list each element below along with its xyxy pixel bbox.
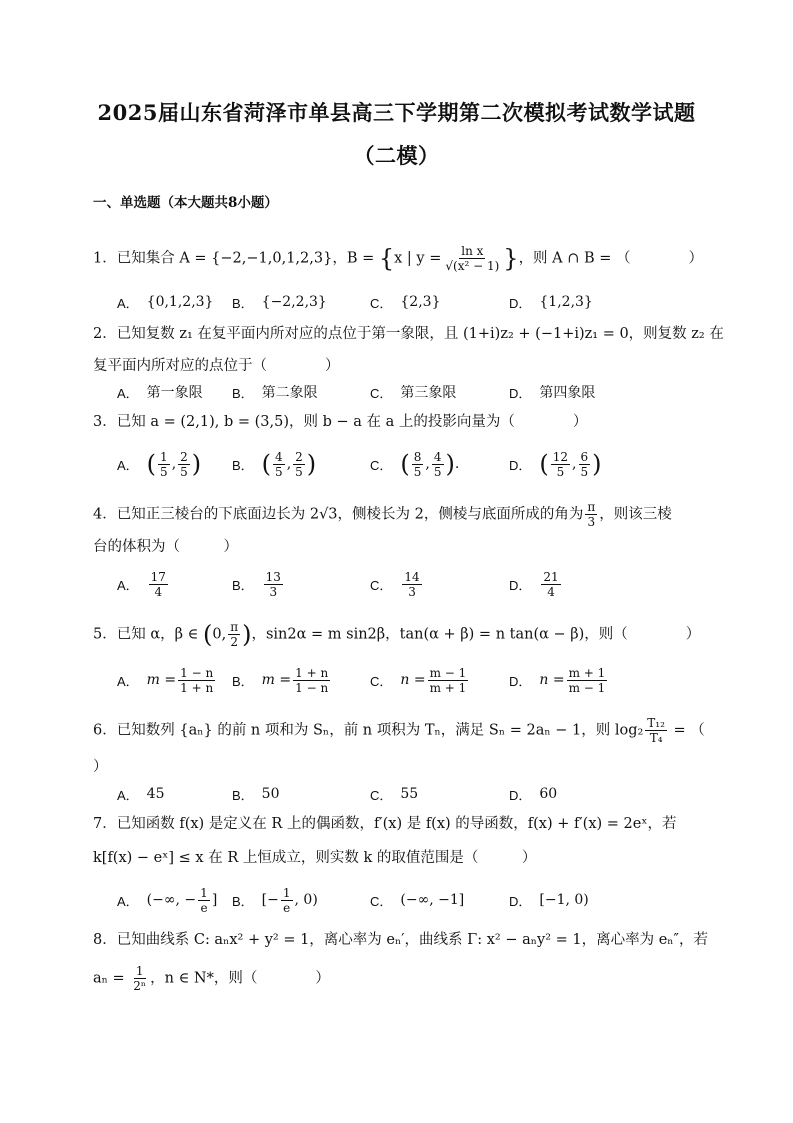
option-post: , 0) <box>294 892 318 908</box>
fraction <box>178 666 215 695</box>
question-text: 已知函数 f(x) 是定义在 R 上的偶函数，f′(x) 是 f(x) 的导函数，f(x) + f′(x) = 2eˣ，若 <box>116 816 677 832</box>
option-label: D． <box>509 787 532 803</box>
option-label: C． <box>370 295 393 311</box>
fraction-denominator: m + 1 <box>429 680 467 695</box>
option-text: (−∞, −1] <box>400 892 465 908</box>
question-text: aₙ = <box>93 970 130 987</box>
option-d[interactable]: D． ( $\frac{12}{5}$ , $\frac{6}{5}$ ) <box>509 449 602 479</box>
section-heading: 一、单选题（本大题共8小题） <box>93 195 278 211</box>
option-label: D． <box>509 893 532 909</box>
option-label: A． <box>117 893 139 909</box>
question-number: 6． <box>93 722 117 739</box>
option-label: C． <box>370 893 393 909</box>
fraction-denominator: 2ⁿ <box>133 979 147 993</box>
question-number: 4． <box>93 506 117 523</box>
fraction-denominator: 3 <box>408 584 416 599</box>
question-number: 8． <box>93 932 117 948</box>
fraction-denominator: 5 <box>556 464 565 479</box>
option-text: 50 <box>261 786 280 802</box>
fraction-numerator: 12 <box>552 449 569 464</box>
fraction-numerator: 14 <box>404 569 420 584</box>
option-label: B． <box>232 385 254 401</box>
fraction-denominator: 5 <box>433 464 442 479</box>
question-text: 已知 α，β ∈ <box>116 626 203 643</box>
question-5: 5．已知 α，β ∈ (0, $\frac{\pi}{2}$ )，sin2α = m sin2β，tan(α + β) = n tan(α − β)，则（ ） <box>93 620 701 649</box>
question-4-line-2: 台的体积为（ ） <box>93 539 238 555</box>
option-b[interactable] <box>232 665 332 695</box>
option-label: A． <box>117 295 139 311</box>
option-b[interactable] <box>232 377 318 407</box>
option-label: D． <box>509 457 532 473</box>
question-number: 2． <box>93 326 117 342</box>
option-c[interactable] <box>370 885 464 915</box>
option-post: ] <box>211 892 218 908</box>
option-label: B． <box>232 457 254 473</box>
option-a[interactable]: A． ( $\frac{1}{5}$ , $\frac{2}{5}$ ) <box>117 449 202 479</box>
question-text: = （ <box>668 722 705 739</box>
option-b[interactable] <box>232 287 327 317</box>
option-label: B． <box>232 893 254 909</box>
options-row <box>0 569 793 599</box>
question-number: 3． <box>93 414 117 430</box>
option-label: C． <box>370 673 393 689</box>
question-text: 已知曲线系 C: aₙx² + y² = 1，离心率为 eₙ′，曲线系 Γ: x² − aₙy² = 1，离心率为 eₙ″，若 <box>116 932 708 948</box>
fraction <box>264 570 283 599</box>
paren-left: ( <box>202 620 213 649</box>
fraction <box>228 620 240 649</box>
option-a[interactable] <box>117 779 165 809</box>
question-7 <box>93 812 713 836</box>
option-a[interactable] <box>117 569 170 599</box>
question-8-line-2 <box>93 964 330 993</box>
fraction-numerator: 21 <box>543 569 559 584</box>
fraction-numerator: T₁₂ <box>647 716 665 730</box>
fraction-denominator: e <box>200 900 208 915</box>
question-8 <box>93 928 713 952</box>
fraction <box>198 886 210 915</box>
question-text: 已知 a = (2,1), b = (3,5)，则 b − a 在 a 上的投影向量为（ ） <box>116 414 588 430</box>
fraction-denominator: 5 <box>580 464 589 479</box>
option-label: B． <box>232 787 254 803</box>
option-text: 55 <box>400 786 419 802</box>
fraction <box>149 570 168 599</box>
question-text: 已知数列 {aₙ} 的前 n 项和为 Sₙ，前 n 项积为 Tₙ，满足 Sₙ = 2aₙ − 1，则 log₂ <box>116 722 644 739</box>
option-d[interactable] <box>509 377 595 407</box>
fraction-numerator: 2 <box>180 449 188 464</box>
fraction <box>412 450 424 479</box>
fraction <box>131 964 148 993</box>
options-row <box>0 885 793 915</box>
fraction-numerator: 8 <box>413 449 422 464</box>
paren-right: ) <box>445 450 455 478</box>
question-text: ，则该三棱 <box>599 506 672 523</box>
brace-left: { <box>378 244 395 273</box>
fraction-numerator: π <box>587 500 596 514</box>
option-a[interactable] <box>117 377 203 407</box>
paren-right: ) <box>242 620 252 649</box>
option-label: D． <box>509 577 532 593</box>
paren-left: ( <box>261 450 272 478</box>
option-label: C． <box>370 385 393 401</box>
fraction-denominator: 4 <box>547 584 555 599</box>
option-label: C． <box>370 577 393 593</box>
option-lhs: n = <box>400 672 426 688</box>
fraction <box>158 450 170 479</box>
fraction-denominator: 1 − n <box>295 680 329 695</box>
option-c[interactable] <box>370 665 470 695</box>
fraction <box>432 450 444 479</box>
option-d[interactable] <box>509 779 557 809</box>
option-label: A． <box>117 385 139 401</box>
option-label: B． <box>232 673 254 689</box>
question-6 <box>93 716 713 745</box>
brace-right: } <box>503 244 519 273</box>
fraction <box>273 450 285 479</box>
fraction <box>428 666 469 695</box>
option-text: {2,3} <box>400 294 441 310</box>
options-row <box>0 287 793 317</box>
option-label: C． <box>370 457 393 473</box>
fraction <box>645 716 667 745</box>
option-c[interactable] <box>370 779 418 809</box>
question-text: 已知复数 z₁ 在复平面内所对应的点位于第一象限，且 (1+i)z₂ + (−1+i)z₁ = 0，则复数 z₂ 在 <box>116 326 724 342</box>
option-text: 第四象限 <box>539 385 596 401</box>
option-label: D． <box>509 673 532 689</box>
question-3 <box>93 410 713 434</box>
fraction-denominator: 3 <box>269 584 278 599</box>
question-text: 已知正三棱台的下底面边长为 2√3，侧棱长为 2，侧棱与底面所成的角为 <box>116 506 584 523</box>
option-label: A． <box>117 673 139 689</box>
fraction <box>293 666 330 695</box>
option-label: B． <box>232 295 254 311</box>
fraction-numerator: 4 <box>433 449 442 464</box>
question-number: 7． <box>93 816 117 832</box>
question-1 <box>93 244 713 273</box>
fraction-numerator: m + 1 <box>568 665 606 680</box>
option-text: {0,1,2,3} <box>146 294 214 310</box>
question-text: ，n ∈ N*，则（ ） <box>150 970 330 987</box>
option-text: 60 <box>539 786 558 802</box>
question-4 <box>93 500 713 529</box>
fraction-denominator: 5 <box>180 464 188 479</box>
option-label: D． <box>509 385 532 401</box>
fraction-numerator: 2 <box>295 449 303 464</box>
fraction-denominator: 5 <box>275 464 283 479</box>
option-text: {1,2,3} <box>539 294 593 310</box>
option-b[interactable]: B． ( $\frac{4}{5}$ , $\frac{2}{5}$ ) <box>232 449 317 479</box>
fraction-numerator: π <box>230 620 239 634</box>
options-row <box>0 449 793 479</box>
options-row <box>0 665 793 695</box>
fraction <box>402 570 421 599</box>
fraction-numerator: 13 <box>265 569 281 584</box>
option-d[interactable] <box>509 885 589 915</box>
question-text: 已知集合 A = {−2,−1,0,1,2,3}，B = <box>116 250 379 267</box>
options-row <box>0 779 793 809</box>
option-lhs: m = <box>146 672 177 688</box>
question-2-line-2: 复平面内所对应的点位于（ ） <box>93 358 340 374</box>
option-label: B． <box>232 577 254 593</box>
option-d[interactable] <box>509 287 593 317</box>
fraction-numerator: m − 1 <box>429 665 467 680</box>
fraction-denominator: 1 + n <box>180 680 214 695</box>
fraction-numerator: 4 <box>275 449 283 464</box>
option-pre: (−∞, − <box>146 892 197 908</box>
option-label: A． <box>117 787 139 803</box>
option-d[interactable] <box>509 665 609 695</box>
paren-right: ) <box>592 450 602 478</box>
fraction <box>551 450 570 479</box>
question-text: ，则 A ∩ B = （ ） <box>518 250 704 267</box>
paren-left: ( <box>146 450 157 478</box>
fraction <box>579 450 591 479</box>
paren-left: ( <box>539 450 549 478</box>
option-label: D． <box>509 295 532 311</box>
question-6-line-2: ） <box>93 759 108 775</box>
option-c[interactable] <box>370 569 424 599</box>
option-lhs: n = <box>539 672 565 688</box>
paren-right: ) <box>191 450 202 478</box>
fraction-denominator: 5 <box>160 464 168 479</box>
fraction-denominator: T₄ <box>649 731 663 745</box>
option-label: A． <box>117 577 139 593</box>
fraction-numerator: 1 <box>135 964 144 978</box>
fraction-denominator: 5 <box>295 464 303 479</box>
option-a[interactable] <box>117 885 217 915</box>
fraction-denominator: 2 <box>230 635 238 649</box>
exam-subtitle: （二模） <box>353 143 440 168</box>
option-lhs: m = <box>261 672 292 688</box>
fraction <box>293 450 305 479</box>
fraction <box>585 500 597 529</box>
fraction-numerator: 1 <box>282 885 291 900</box>
option-label: C． <box>370 787 393 803</box>
option-c[interactable] <box>370 377 456 407</box>
fraction-denominator: 5 <box>413 464 422 479</box>
option-c[interactable] <box>370 287 440 317</box>
option-text: 第一象限 <box>146 385 203 401</box>
question-2 <box>93 322 724 346</box>
fraction-denominator: e <box>283 900 291 915</box>
fraction <box>443 244 501 273</box>
question-number: 5． <box>93 626 117 643</box>
option-text: 第二象限 <box>261 385 318 401</box>
fraction <box>567 666 608 695</box>
fraction-numerator: 1 + n <box>295 665 329 680</box>
option-text: 第三象限 <box>400 385 457 401</box>
option-c[interactable]: C． ( $\frac{8}{5}$ , $\frac{4}{5}$ ) . <box>370 449 460 479</box>
fraction <box>178 450 190 479</box>
fraction-numerator: ln x <box>461 244 484 258</box>
option-text: [−1, 0) <box>539 892 589 908</box>
fraction-denominator: 4 <box>154 584 163 599</box>
fraction-numerator: 1 <box>160 449 168 464</box>
question-number: 1． <box>93 250 117 267</box>
paren-right: ) <box>306 450 317 478</box>
question-7-line-2: k[f(x) − eˣ] ≤ x 在 R 上恒成立，则实数 k 的取值范围是（ ） <box>93 850 537 866</box>
option-label: A． <box>117 457 139 473</box>
option-b[interactable] <box>232 885 318 915</box>
set-builder-prefix: x | y = <box>394 250 442 267</box>
question-text: ，sin2α = m sin2β，tan(α + β) = n tan(α − β)，则（ ） <box>251 626 701 643</box>
exam-title: 2025届山东省菏泽市单县高三下学期第二次模拟考试数学试题 <box>97 100 696 125</box>
fraction-denominator: m − 1 <box>568 680 606 695</box>
option-d[interactable] <box>509 569 563 599</box>
fraction-numerator: 1 <box>200 885 208 900</box>
fraction-denominator: 3 <box>587 515 596 529</box>
option-a[interactable] <box>117 287 213 317</box>
option-pre: [− <box>261 892 279 908</box>
option-text: 45 <box>146 786 165 802</box>
option-text: {−2,2,3} <box>261 294 327 310</box>
fraction-numerator: 17 <box>150 569 166 584</box>
option-suffix: . <box>454 456 460 472</box>
option-b[interactable] <box>232 569 285 599</box>
fraction <box>281 886 293 915</box>
fraction <box>541 570 560 599</box>
option-a[interactable] <box>117 665 217 695</box>
fraction-denominator: √(x² − 1) <box>445 259 500 273</box>
paren-left: ( <box>400 450 410 478</box>
fraction-numerator: 6 <box>580 449 589 464</box>
option-b[interactable] <box>232 779 280 809</box>
options-row <box>0 377 793 407</box>
fraction-numerator: 1 − n <box>180 665 214 680</box>
